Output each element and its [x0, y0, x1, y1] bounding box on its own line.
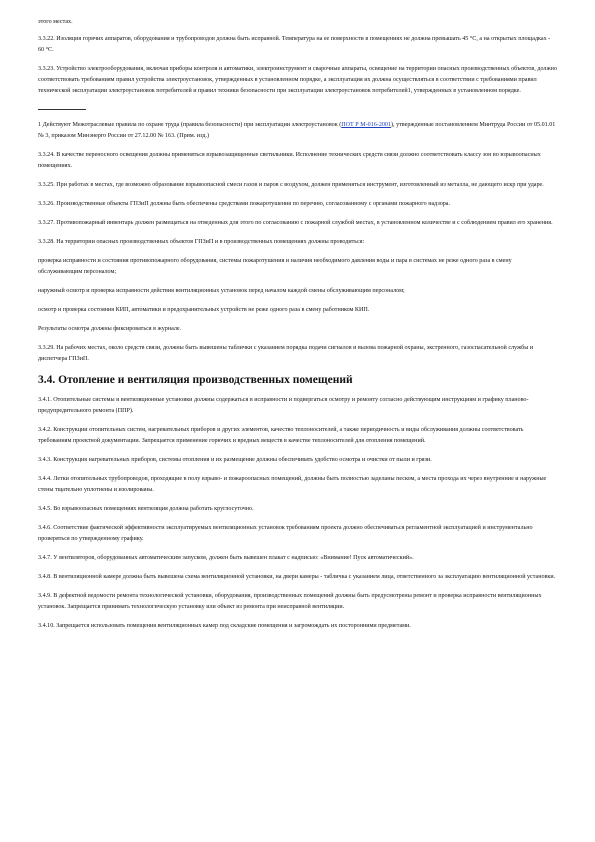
paragraph-3-4-5: 3.4.5. Во взрывоопасных помещениях вентиляция должна работать круглосуточно. — [38, 506, 254, 512]
paragraph-3-4-1: 3.4.1. Отопительные системы и вентиляционные установки должны содержаться в исправности и подвергаться осмотру и ремонту согласно действующим инструкциям и графику планово-предупредительного ремонта (ППР). — [38, 397, 529, 414]
list-item-ventilation-check: наружный осмотр и проверка исправности действия вентиляционных установок перед началом каждой смены обслуживающим персоналом; — [38, 288, 405, 294]
paragraph-results: Результаты осмотра должны фиксироваться в журнале. — [38, 326, 182, 332]
paragraph-3-4-8: 3.4.8. В вентиляционной камере должна быть вывешена схема вентиляционной установки, на двери камеры - табличка с указанием лица, ответственного за эксплуатацию вентиляционной установки. — [38, 574, 556, 580]
paragraph-3-3-22: 3.3.22. Изоляция горячих аппаратов, оборудования и трубопроводов должна быть исправной. Температура на ее поверхности в помещениях не должна превышать 45 °С, а на открытых площадках - 60 °С. — [38, 36, 551, 53]
paragraph-3-4-3: 3.4.3. Конструкция нагревательных приборов, системы отопления и их размещение должны обеспечивать удобство осмотра и очистки от пыли и грязи. — [38, 457, 432, 463]
footnote-text-before: 1 Действуют Межотраслевые правила по охране труда (правила безопасности) при эксплуатации электроустановок ( — [38, 122, 342, 128]
paragraph-3-4-9: 3.4.9. В дефектной ведомости ремонта технологической установки, оборудования, производственных помещений должны быть предусмотрены ремонт и проверка исправности вентиляционных установок. Запрещается принимать технологическую установку или объект из ремонта при неисправной вентиляции. — [38, 593, 542, 610]
paragraph-continuation: этого местах. — [38, 19, 73, 25]
paragraph-3-3-26: 3.3.26. Производственные объекты ГПЗиП должны быть обеспечены средствами пожаротушения по перечню, согласованному с органами пожарного надзора. — [38, 201, 451, 207]
paragraph-3-3-25: 3.3.25. При работах в местах, где возможно образование взрывоопасной смеси газов и паров с воздухом, должен применяться инструмент, изготовленный из металла, не дающего искр при ударе. — [38, 182, 544, 188]
paragraph-3-3-27: 3.3.27. Противопожарный инвентарь должен размещаться на отведенных для этого по согласованию с пожарной службой местах, в установленном количестве и с соблюдением правил его хранения. — [38, 220, 553, 226]
paragraph-3-4-10: 3.4.10. Запрещается использовать помещения вентиляционных камер под складские помещения и загромождать их посторонними предметами. — [38, 623, 411, 629]
footnote-divider — [38, 109, 86, 110]
list-item-kip-check: осмотр и проверка состояния КИП, автоматики и предохранительных устройств не реже одного раза в смену работником КИП. — [38, 307, 370, 313]
section-heading-3-4: 3.4. Отопление и вентиляция производственных помещений — [38, 374, 353, 386]
list-item-fire-equipment: проверка исправности и состояния противопожарного оборудования, системы пожаротушения и наличия необходимого давления воды и пара в системах не реже одного раза в смену обслуживающим персоналом; — [38, 258, 512, 275]
footnote-link-pot[interactable]: ПОТ Р М-016-2001 — [341, 122, 392, 128]
paragraph-3-3-29: 3.3.29. На рабочих местах, около средств связи, должны быть вывешены таблички с указанием порядка подачи сигналов и вызова пожарной охраны, экстренного, газоспасательной службы и диспетчера ГПЗиП. — [38, 345, 534, 362]
paragraph-3-4-2: 3.4.2. Конструкции отопительных систем, нагревательных приборов и других элементов, качество теплоносителей, а также периодичность и виды обслуживания должны соответствовать требованиям проектной документации. Запрещается применение горючих и вредных веществ в качестве теплоносителей для отопления помещений. — [38, 427, 524, 444]
footnote — [38, 120, 557, 142]
paragraph-3-3-24: 3.3.24. В качестве переносного освещения должны применяться взрывозащищенные светильники. Исполнение технических средств связи должно соответствовать классу зон во взрывоопасных помещениях. — [38, 152, 541, 169]
paragraph-3-3-28: 3.3.28. На территории опасных производственных объектов ГПЗиП и в производственных помещениях должны проводиться: — [38, 239, 365, 245]
paragraph-3-4-6: 3.4.6. Соответствие фактической эффективности эксплуатируемых вентиляционных установок требованиям проекта должно обеспечиваться регламентной эксплуатацией и инструментально проверяться по утвержденному графику. — [38, 525, 533, 542]
paragraph-3-3-23: 3.3.23. Устройство электрооборудования, включая приборы контроля и автоматики, электроинструмент и сварочные аппараты, освещение на территории опасных производственных объектов, должно соответствовать требованиям правил устройства электроустановок, утвержденных в установленном порядке, а эксплуатация их должна осуществляться в соответствии с требованиями правил технической эксплуатации электроустановок потребителей и правил техники безопасности при эксплуатации электроустановок потребителей1, утвержденных в установленном порядке. — [38, 66, 557, 94]
paragraph-3-4-4: 3.4.4. Летки отопительных трубопроводов, проходящие в полу взрыво- и пожароопасных помещений, должны быть полностью заделаны песком, а места прохода их через внутренние и наружные стены тщательно уплотнены и изолированы. — [38, 476, 547, 493]
footnote-text-after: ), утвержденные постановлением Минтруда России от 05.01.01 № 3, приказом Минэнерго России от 27.12.00 № 163. (Прим. изд.) — [38, 122, 556, 139]
paragraph-3-4-7: 3.4.7. У вентиляторов, оборудованных автоматическим запуском, должен быть вывешен плакат с надписью: «Внимание! Пуск автоматический». — [38, 555, 414, 561]
